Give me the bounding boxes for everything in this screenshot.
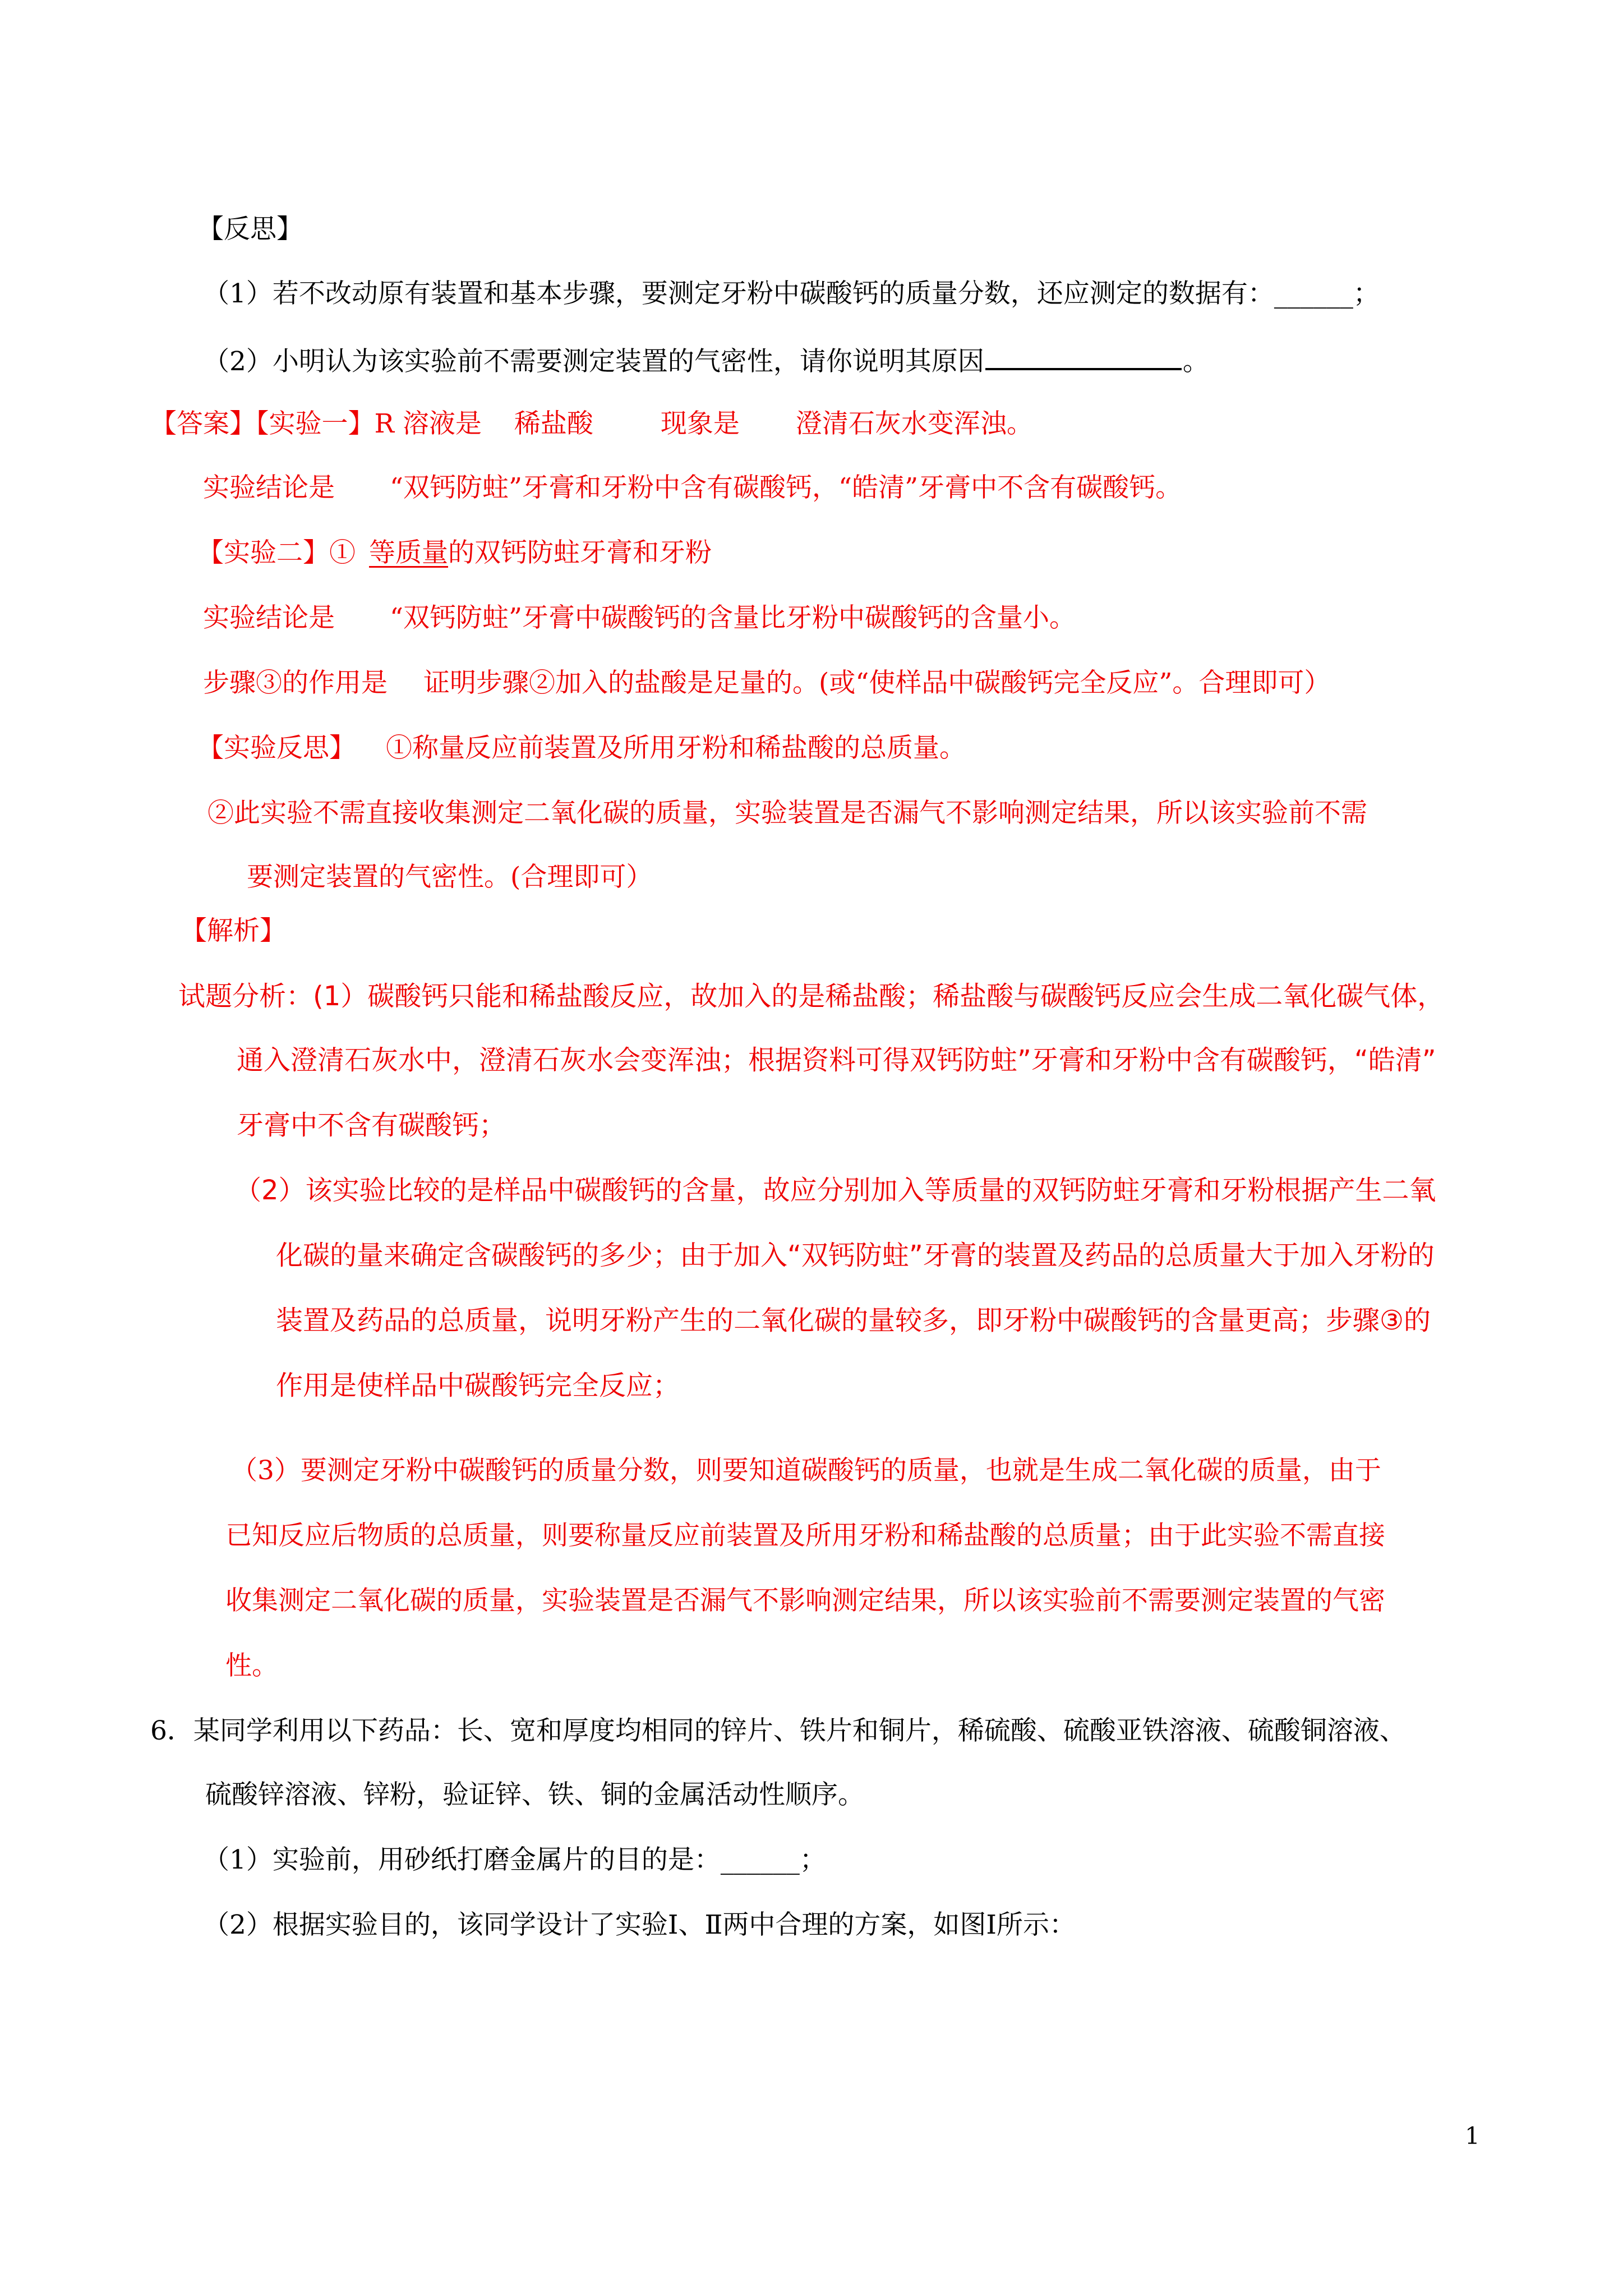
question-6-line-1: 6．某同学利用以下药品：长、宽和厚度均相同的锌片、铁片和铜片，稀硫酸、硫酸亚铁溶液、硫酸铜溶液、: [150, 1715, 1406, 1746]
phenomenon-prefix: 现象是: [660, 408, 740, 439]
experiment-2-underlined-term: 等质量: [369, 537, 448, 568]
answer-conclusion-2: [203, 600, 1076, 636]
answer-label: 【答案】: [150, 408, 256, 439]
analysis-part-1-line-2: 通入澄清石灰水中，澄清石灰水会变浑浊；根据资料可得双钙防蛀”牙膏和牙粉中含有碳酸钙，“皓清”: [237, 1045, 1436, 1076]
experiment-1-label: 【实验一】: [256, 408, 375, 439]
question-6-sub-2: （2）根据实验目的，该同学设计了实验Ⅰ、Ⅱ两中合理的方案，如图Ⅰ所示：: [203, 1910, 1076, 1940]
analysis-part-2-line-1: （2）该实验比较的是样品中碳酸钙的含量，故应分别加入等质量的双钙防蛀牙膏和牙粉根据产生二氧: [234, 1175, 1436, 1206]
analysis-part-2-line-3: 装置及药品的总质量，说明牙粉产生的二氧化碳的量较多，即牙粉中碳酸钙的含量更高；步骤③的: [276, 1305, 1431, 1336]
experiment-2-label: 【实验二】: [197, 537, 329, 568]
experiment-2-rest: 的双钙防蛀牙膏和牙粉: [448, 537, 712, 568]
reflection-question-2-text: （2）小明认为该实验前不需要测定装置的气密性，请你说明其原因: [203, 346, 984, 377]
step-3-value: 证明步骤②加入的盐酸是足量的。(或“使样品中碳酸钙完全反应”。合理即可）: [423, 668, 1331, 698]
answer-conclusion-1: [203, 470, 1182, 506]
answer-experiment-1: [150, 406, 1033, 442]
phenomenon-value: 澄清石灰水变浑浊。: [795, 408, 1033, 439]
answer-step-3: [203, 665, 1330, 701]
analysis-part-3-line-3: 收集测定二氧化碳的质量，实验装置是否漏气不影响测定结果，所以该实验前不需要测定装置的气密: [225, 1585, 1385, 1616]
r-solution-value: 稀盐酸: [514, 408, 593, 439]
conclusion-2-value: “双钙防蛀”牙膏中碳酸钙的含量比牙粉中碳酸钙的含量小。: [390, 602, 1076, 633]
answer-experiment-2: [197, 535, 712, 571]
conclusion-1-value: “双钙防蛀”牙膏和牙粉中含有碳酸钙，“皓清”牙膏中不含有碳酸钙。: [390, 472, 1182, 503]
conclusion-2-prefix: 实验结论是: [203, 602, 335, 633]
conclusion-1-prefix: 实验结论是: [203, 472, 335, 503]
analysis-part-1-line-1: 试题分析：(1）碳酸钙只能和稀盐酸反应，故加入的是稀盐酸；稀盐酸与碳酸钙反应会生成二氧化碳气体，: [178, 981, 1445, 1012]
analysis-label: 【解析】: [181, 915, 286, 946]
analysis-part-3-line-1: （3）要测定牙粉中碳酸钙的质量分数，则要知道碳酸钙的质量，也就是生成二氧化碳的质量，由于: [231, 1455, 1381, 1486]
analysis-part-3-line-2: 已知反应后物质的总质量，则要称量反应前装置及所用牙粉和稀盐酸的总质量；由于此实验不需直接: [225, 1520, 1385, 1551]
experiment-reflection-label: 【实验反思】: [197, 733, 356, 763]
reflection-question-2: [203, 341, 1209, 380]
reflection-question-2-end: 。: [1182, 346, 1209, 377]
reflection-heading: 【反思】: [197, 214, 303, 245]
analysis-part-2-line-4: 作用是使样品中碳酸钙完全反应；: [276, 1370, 680, 1401]
analysis-part-1-line-3: 牙膏中不含有碳酸钙；: [237, 1110, 506, 1141]
answer-reflection-1: [197, 730, 966, 766]
page-number: 1: [1465, 2122, 1480, 2150]
question-6-line-2: 硫酸锌溶液、锌粉，验证锌、铁、铜的金属活动性顺序。: [205, 1779, 864, 1810]
step-3-prefix: 步骤③的作用是: [203, 668, 388, 698]
answer-reflection-2-line-1: ②此实验不需直接收集测定二氧化碳的质量，实验装置是否漏气不影响测定结果，所以该实验前不需: [208, 798, 1367, 829]
answer-blank-line: [985, 341, 1182, 370]
reflection-question-1: （1）若不改动原有装置和基本步骤，要测定牙粉中碳酸钙的质量分数，还应测定的数据有：______；: [203, 278, 1380, 309]
experiment-2-number: ①: [329, 537, 356, 568]
reflection-1-value: ①称量反应前装置及所用牙粉和稀盐酸的总质量。: [386, 733, 966, 763]
answer-reflection-2-line-2: 要测定装置的气密性。(合理即可）: [247, 862, 653, 892]
analysis-part-2-line-2: 化碳的量来确定含碳酸钙的多少；由于加入“双钙防蛀”牙膏的装置及药品的总质量大于加入牙粉的: [276, 1240, 1435, 1271]
analysis-part-3-line-4: 性。: [225, 1650, 278, 1681]
r-solution-prefix: R 溶液是: [374, 408, 482, 439]
question-6-sub-1: （1）实验前，用砂纸打磨金属片的目的是：______；: [203, 1844, 826, 1875]
